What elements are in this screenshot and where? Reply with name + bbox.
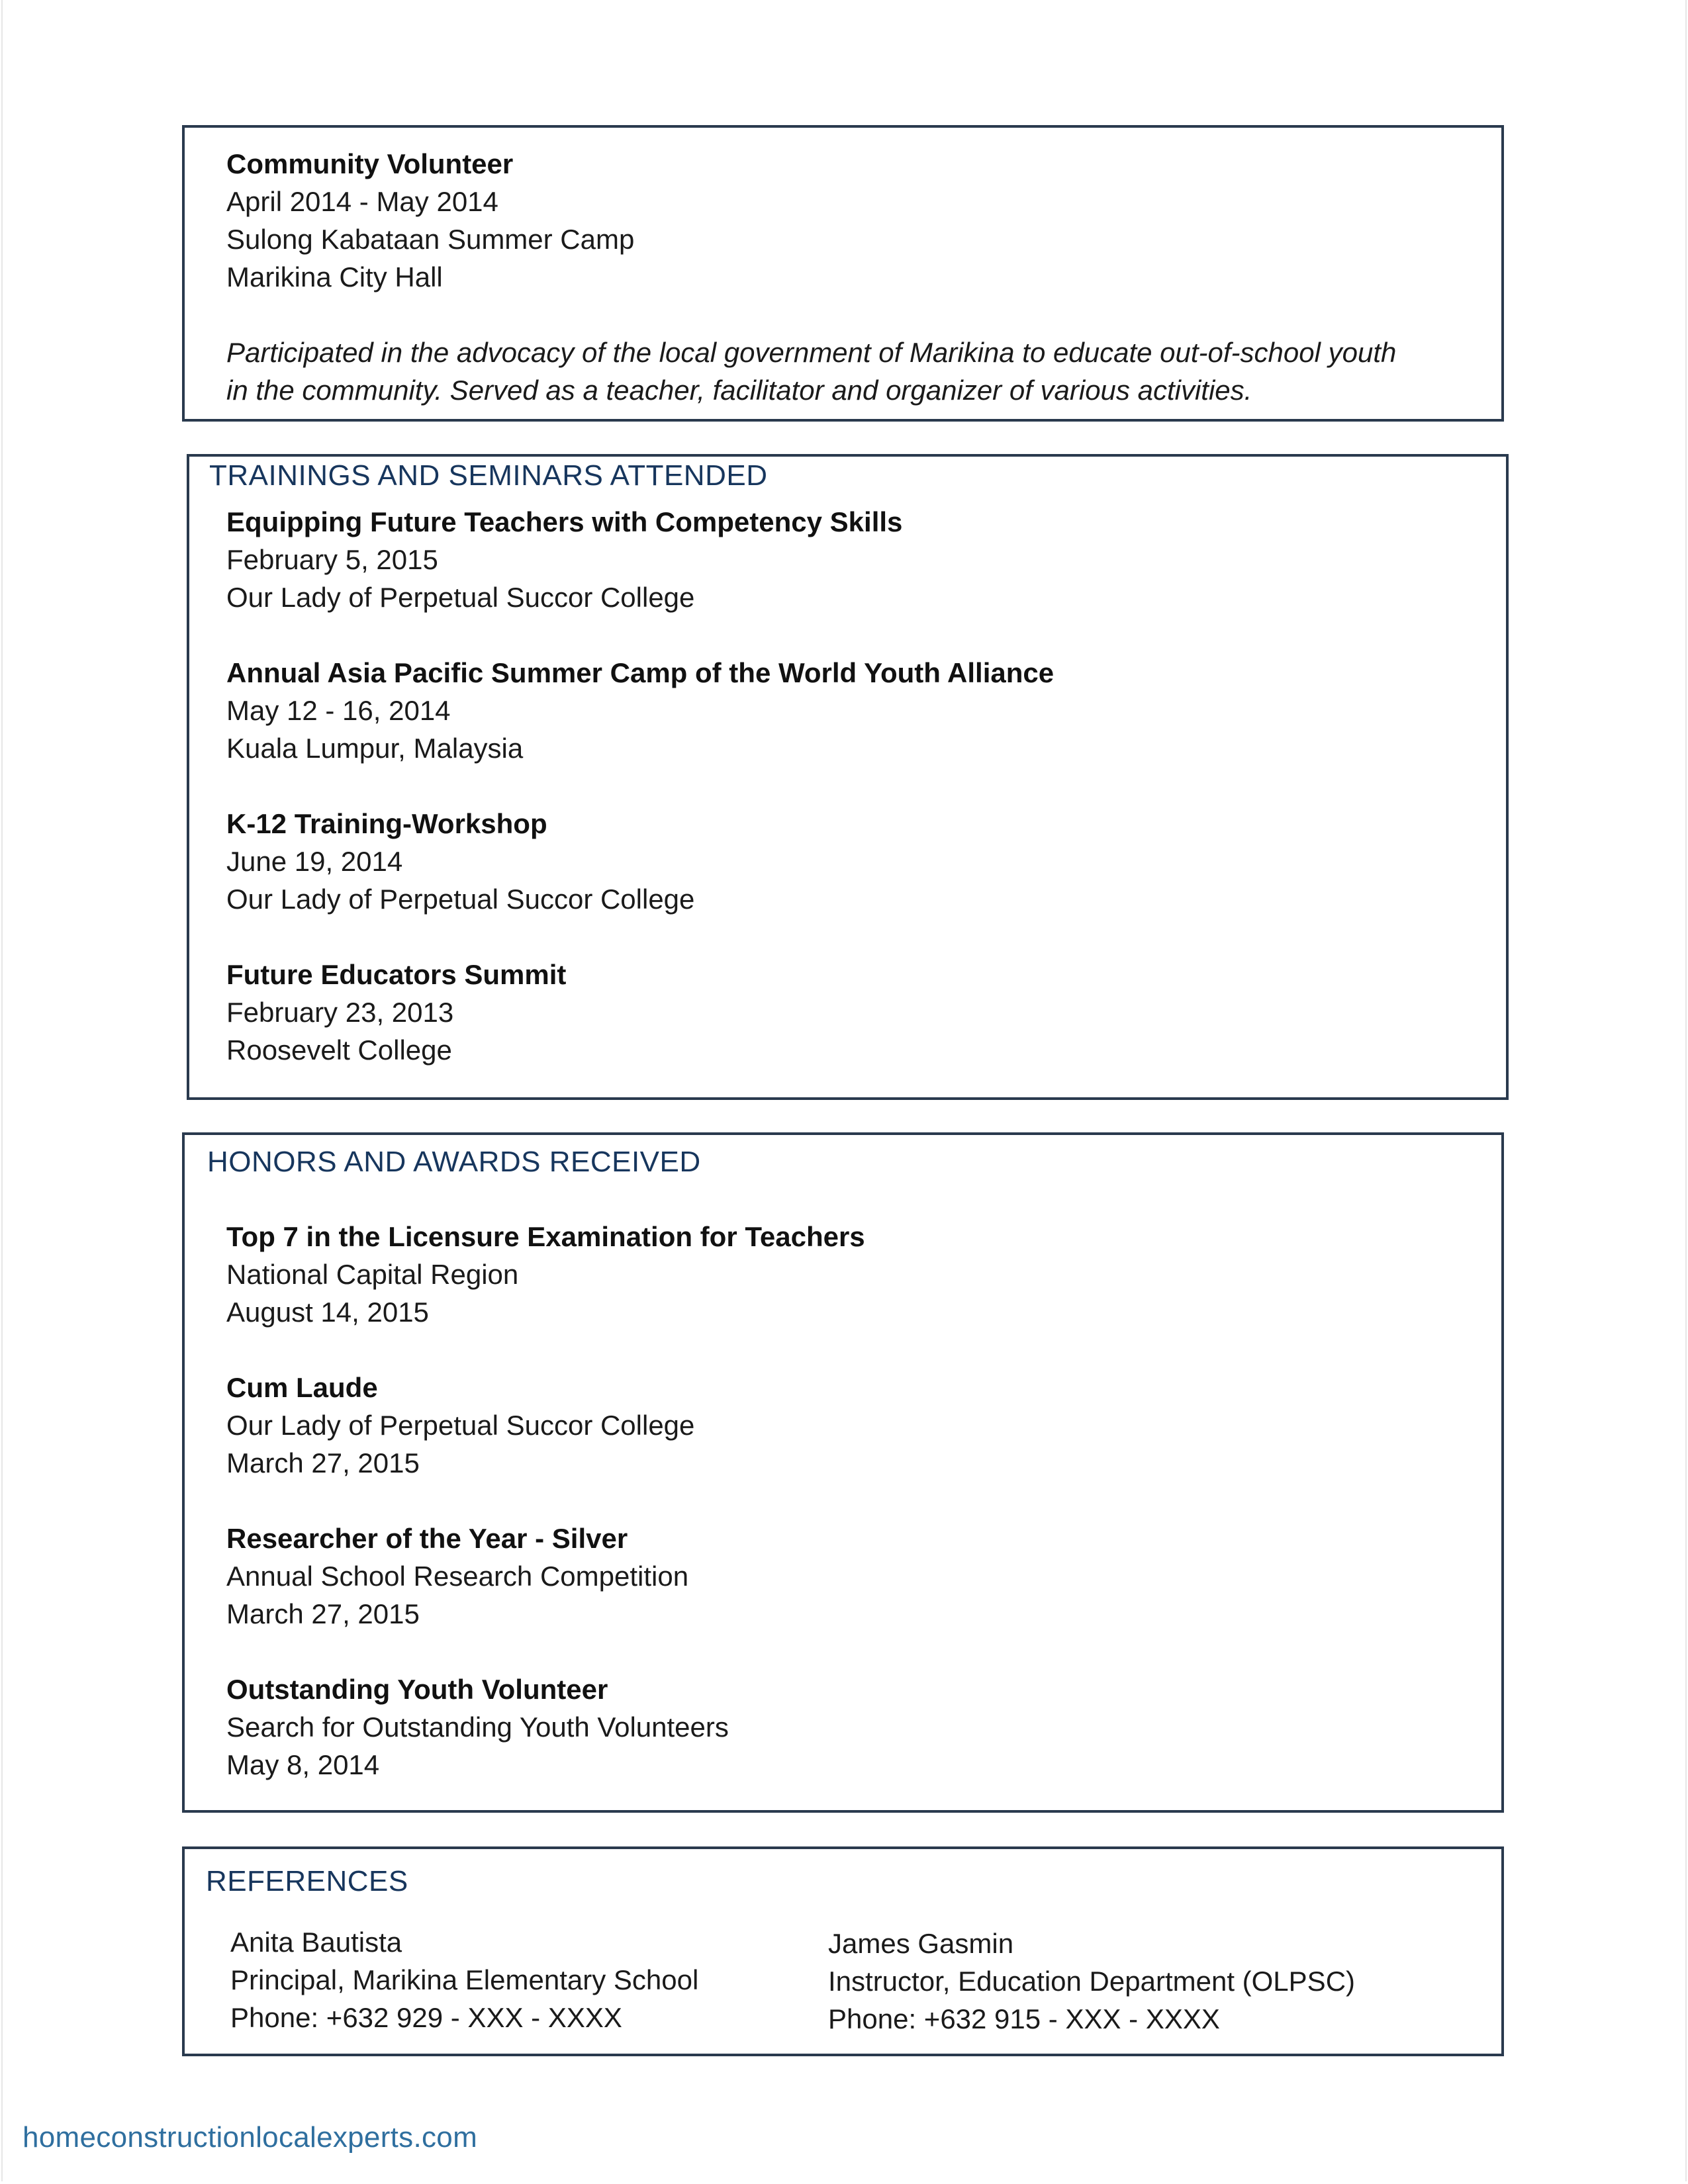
references-section bbox=[182, 1846, 1504, 2056]
training-venue: Our Lady of Perpetual Succor College bbox=[226, 884, 695, 915]
training-date: February 5, 2015 bbox=[226, 544, 438, 575]
reference-name: James Gasmin bbox=[828, 1928, 1014, 1959]
training-venue: Kuala Lumpur, Malaysia bbox=[226, 733, 524, 764]
reference-name: Anita Bautista bbox=[230, 1927, 402, 1958]
honor-title: Outstanding Youth Volunteer bbox=[226, 1674, 608, 1705]
training-item bbox=[226, 503, 1054, 616]
trainings-section bbox=[187, 454, 1509, 1100]
training-item bbox=[226, 956, 1054, 1069]
honor-detail: National Capital Region bbox=[226, 1259, 519, 1290]
volunteer-description-line2: in the community. Served as a teacher, facilitator and organizer of various activities. bbox=[226, 375, 1252, 406]
volunteer-dates: April 2014 - May 2014 bbox=[226, 186, 498, 217]
honor-detail: Search for Outstanding Youth Volunteers bbox=[226, 1711, 729, 1743]
training-title: Equipping Future Teachers with Competency Skills bbox=[226, 506, 903, 537]
volunteer-description-line1: Participated in the advocacy of the local government of Marikina to educate out-of-school youth bbox=[226, 337, 1397, 368]
training-venue: Our Lady of Perpetual Succor College bbox=[226, 582, 695, 613]
volunteer-section bbox=[182, 125, 1504, 422]
training-item bbox=[226, 805, 1054, 918]
honor-item bbox=[226, 1520, 865, 1633]
honor-item bbox=[226, 1369, 865, 1482]
honor-date: August 14, 2015 bbox=[226, 1297, 429, 1328]
honors-heading: HONORS AND AWARDS RECEIVED bbox=[207, 1146, 701, 1178]
honor-item bbox=[226, 1218, 865, 1331]
reference-phone: Phone: +632 929 - XXX - XXXX bbox=[230, 2002, 622, 2033]
honor-date: May 8, 2014 bbox=[226, 1749, 380, 1780]
training-title: K-12 Training-Workshop bbox=[226, 808, 547, 839]
honors-section bbox=[182, 1132, 1504, 1813]
honor-date: March 27, 2015 bbox=[226, 1598, 420, 1629]
honor-title: Top 7 in the Licensure Examination for Teachers bbox=[226, 1221, 865, 1252]
site-watermark: homeconstructionlocalexperts.com bbox=[23, 2121, 478, 2154]
reference-phone: Phone: +632 915 - XXX - XXXX bbox=[828, 2003, 1220, 2034]
volunteer-title: Community Volunteer bbox=[226, 148, 514, 179]
training-title: Future Educators Summit bbox=[226, 959, 567, 990]
honor-title: Researcher of the Year - Silver bbox=[226, 1523, 628, 1554]
volunteer-program: Sulong Kabataan Summer Camp bbox=[226, 224, 635, 255]
honor-detail: Annual School Research Competition bbox=[226, 1561, 689, 1592]
training-item bbox=[226, 654, 1054, 767]
reference-position: Instructor, Education Department (OLPSC) bbox=[828, 1966, 1356, 1997]
reference-left bbox=[230, 1923, 698, 2036]
training-date: May 12 - 16, 2014 bbox=[226, 695, 451, 726]
training-venue: Roosevelt College bbox=[226, 1034, 452, 1066]
training-title: Annual Asia Pacific Summer Camp of the World Youth Alliance bbox=[226, 657, 1055, 688]
trainings-heading: TRAININGS AND SEMINARS ATTENDED bbox=[209, 459, 768, 492]
training-date: February 23, 2013 bbox=[226, 997, 454, 1028]
honor-detail: Our Lady of Perpetual Succor College bbox=[226, 1410, 695, 1441]
honor-date: March 27, 2015 bbox=[226, 1447, 420, 1479]
honor-title: Cum Laude bbox=[226, 1372, 378, 1403]
references-heading: REFERENCES bbox=[206, 1865, 408, 1897]
volunteer-location: Marikina City Hall bbox=[226, 261, 443, 293]
reference-position: Principal, Marikina Elementary School bbox=[230, 1964, 699, 1995]
training-date: June 19, 2014 bbox=[226, 846, 403, 877]
reference-right bbox=[828, 1925, 1355, 2038]
honor-item bbox=[226, 1670, 865, 1784]
